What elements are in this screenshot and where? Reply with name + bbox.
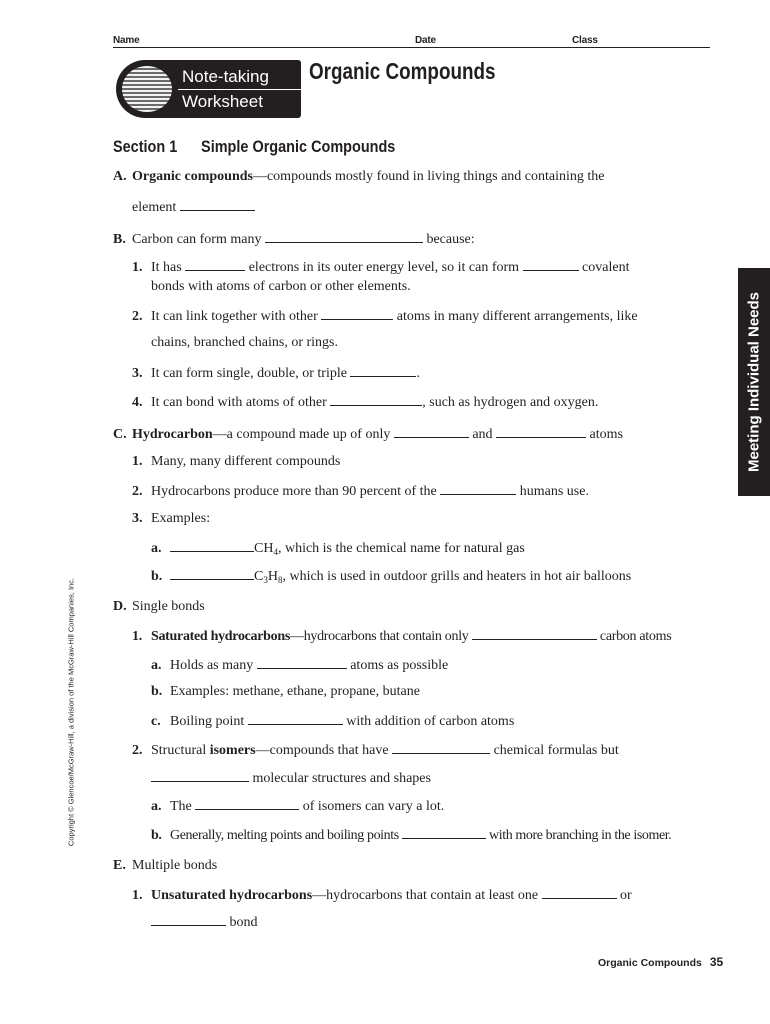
blank-d2b[interactable] [151,768,249,782]
footer-title: Organic Compounds [598,957,702,969]
outline-item-b2: 2. It can link together with other atoms in many different arrangements, like [132,306,638,326]
blank-b2[interactable] [321,306,393,320]
page-title: Organic Compounds [309,58,496,84]
blank-b3[interactable] [350,363,416,377]
outline-item-d2-cont: molecular structures and shapes [151,768,431,788]
outline-item-e: E. Multiple bonds [113,858,218,873]
date-label: Date [415,35,436,46]
outline-item-b2-cont: chains, branched chains, or rings. [151,335,338,350]
outline-item-c1: 1. Many, many different compounds [132,454,341,469]
outline-item-d1: 1. Saturated hydrocarbons—hydrocarbons that contain only carbon atoms [132,626,671,646]
outline-item-b3: 3. It can form single, double, or triple . [132,363,420,383]
blank-b4[interactable] [330,392,422,406]
outline-item-e1-cont: bond [151,912,258,932]
badge-line2: Worksheet [182,92,263,111]
side-tab [738,268,770,496]
striped-globe-icon [122,66,172,112]
name-label: Name [113,35,140,46]
term-hydrocarbon: Hydrocarbon [132,427,213,442]
blank-d2a[interactable] [392,740,490,754]
blank-e1a[interactable] [542,885,617,899]
outline-item-d1b: b. Examples: methane, ethane, propane, butane [151,684,420,699]
blank-e1b[interactable] [151,912,226,926]
blank-b[interactable] [265,229,423,243]
header-rule [113,47,710,48]
term-organic-compounds: Organic compounds [132,169,253,184]
outline-item-d2b: b. Generally, melting points and boiling points with more branching in the isomer. [151,825,671,845]
outline-item-b: B. Carbon can form many because: [113,229,475,249]
note-taking-badge [116,60,301,118]
badge-line1: Note-taking [182,67,269,86]
blank-d2a-sub[interactable] [195,796,299,810]
section-heading [113,137,395,157]
term-saturated-hydrocarbons: Saturated hydrocarbons [151,629,290,644]
section-name: Simple Organic Compounds [201,137,396,156]
outline-item-c2: 2. Hydrocarbons produce more than 90 percent of the humans use. [132,481,589,501]
outline-item-c3: 3. Examples: [132,511,211,526]
page-footer [598,955,723,969]
blank-d1a[interactable] [257,655,347,669]
blank-c3b[interactable] [170,566,254,580]
outline-item-d2a: a. The of isomers can vary a lot. [151,796,444,816]
term-isomers: isomers [209,743,256,758]
class-label: Class [572,35,598,46]
outline-item-d1c: c. Boiling point with addition of carbon atoms [151,711,514,731]
outline-item-e1: 1. Unsaturated hydrocarbons—hydrocarbons that contain at least one or [132,885,632,905]
term-unsaturated-hydrocarbons: Unsaturated hydrocarbons [151,888,313,903]
blank-c2[interactable] [496,424,586,438]
outline-item-d: D. Single bonds [113,599,205,614]
side-tab-label: Meeting Individual Needs [745,291,763,473]
copyright-notice: Copyright © Glencoe/McGraw-Hill, a division of the McGraw-Hill Companies, Inc. [66,577,76,847]
blank-c-2[interactable] [440,481,516,495]
blank-c1[interactable] [394,424,469,438]
outline-item-c: C. Hydrocarbon—a compound made up of only and atoms [113,424,623,444]
blank-b1b[interactable] [523,257,579,271]
outline-item-a-cont: element [132,197,255,217]
outline-item-c3b: b. $C_3H_8$, which is used in outdoor grills and heaters in hot air balloons [151,566,631,586]
blank-a1[interactable] [180,197,255,211]
outline-item-d1a: a. Holds as many atoms as possible [151,655,448,675]
blank-d1c[interactable] [248,711,343,725]
section-number: Section 1 [113,137,178,156]
blank-c3a[interactable] [170,538,254,552]
blank-d1[interactable] [472,626,597,640]
page-number: 35 [709,955,724,969]
outline-item-b1-cont: bonds with atoms of carbon or other elements. [151,279,411,294]
outline-item-b4: 4. It can bond with atoms of other , such as hydrogen and oxygen. [132,392,598,412]
badge-divider [178,89,301,90]
blank-d2b-sub[interactable] [402,825,486,839]
outline-item-b1: 1. It has electrons in its outer energy level, so it can form covalent [132,257,629,277]
outline-item-d2: 2. Structural isomers—compounds that have chemical formulas but [132,740,619,760]
blank-b1a[interactable] [185,257,245,271]
outline-item-c3a: a. $CH_4$, which is the chemical name for natural gas [151,538,525,558]
outline-item-a: A. Organic compounds—compounds mostly found in living things and containing the [113,169,605,184]
